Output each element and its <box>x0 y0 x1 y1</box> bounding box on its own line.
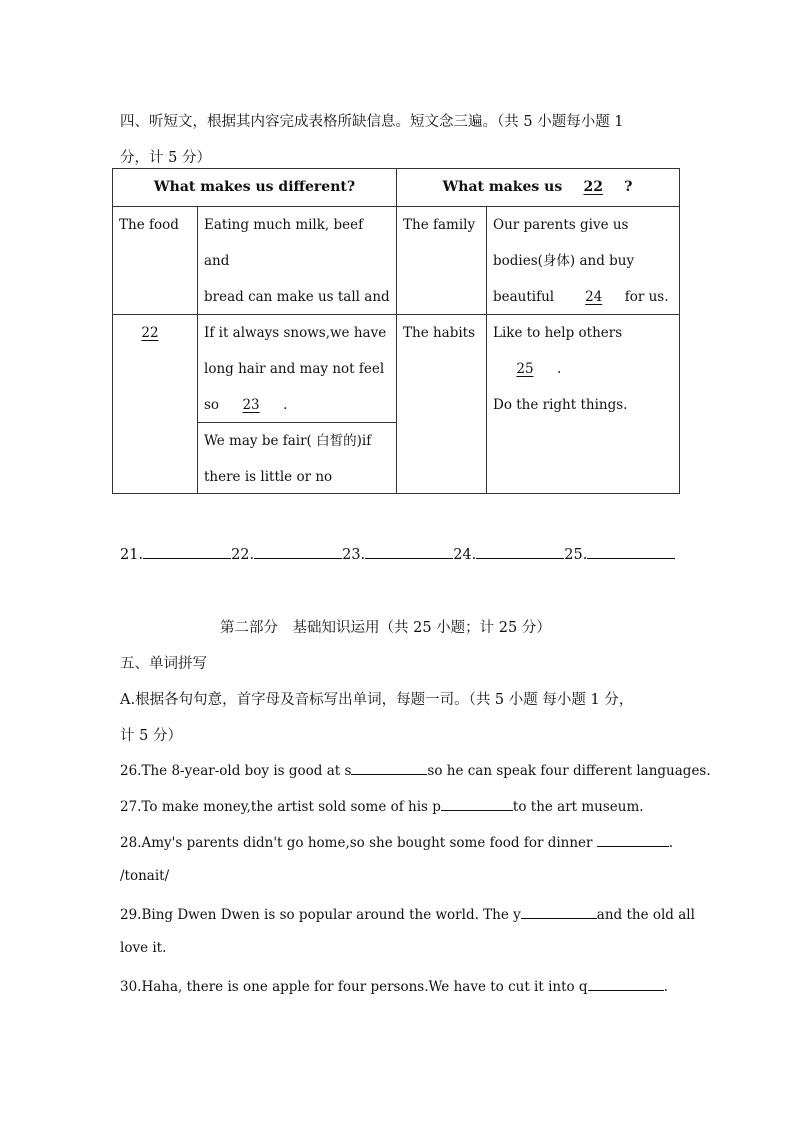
text-food-line2: bread can make us tall and <box>204 289 390 305</box>
text-habits-line2-suffix: . <box>557 361 562 377</box>
q30-suffix: . <box>663 979 668 995</box>
text-habits-line2 <box>493 351 673 387</box>
text-family-line1: Our parents give us <box>493 217 629 233</box>
text-food <box>198 207 396 314</box>
header-right-prefix: What makes us <box>442 179 563 195</box>
header-what-makes-us <box>396 169 679 206</box>
label-food: The food <box>119 217 179 233</box>
text-weather-a <box>198 315 396 422</box>
q28-prefix: 28.Amy's parents didn't go home,so she bought some food for dinner <box>120 835 593 851</box>
label-family: The family <box>403 217 476 233</box>
answer-25-field[interactable] <box>587 544 675 559</box>
text-weather-b-line2: there is little or no <box>204 469 333 485</box>
text-weather-b-line1: We may be fair( 白皙的)if <box>204 433 372 449</box>
q28-phonetic: /tonait/ <box>120 868 170 884</box>
q29-prefix: 29.Bing Dwen Dwen is so popular around the world. The y <box>120 907 521 923</box>
part2-title: 第二部分 基础知识运用（共 25 小题；计 25 分） <box>220 620 551 636</box>
q26-suffix: so he can speak four different languages. <box>427 763 711 779</box>
text-family-line3-suffix: for us. <box>624 289 669 305</box>
answer-22-label: 22. <box>231 547 255 563</box>
header-different: What makes us different? <box>153 179 356 195</box>
q29-suffix: and the old all <box>596 907 695 923</box>
text-family-line3 <box>493 279 673 314</box>
question-28 <box>120 832 673 851</box>
question-29 <box>120 904 695 923</box>
answer-blanks <box>120 544 675 563</box>
answer-23-field[interactable] <box>365 544 453 559</box>
header-right-suffix: ? <box>624 179 633 195</box>
text-weather-a-line3 <box>204 387 390 422</box>
section4-heading-line1: 四、听短文，根据其内容完成表格所缺信息。短文念三遍。（共 5 小题每小题 1 <box>120 114 624 130</box>
header-right-blank: 22 <box>583 179 603 195</box>
q30-blank[interactable] <box>588 976 664 991</box>
label-blank-22 <box>113 315 197 493</box>
answer-21-field[interactable] <box>143 544 231 559</box>
question-30 <box>120 976 668 995</box>
text-family-line2: bodies(身体) and buy <box>493 253 635 269</box>
text-habits-line3: Do the right things. <box>493 397 628 413</box>
q27-suffix: to the art museum. <box>512 799 644 815</box>
text-weather-b <box>198 423 396 493</box>
answer-22-field[interactable] <box>254 544 342 559</box>
question-27 <box>120 796 644 815</box>
text-weather-a-line3-prefix: so <box>204 397 220 413</box>
text-weather-a-line1: If it always snows,we have <box>204 325 387 341</box>
q28-blank[interactable] <box>597 832 669 847</box>
answer-23-label: 23. <box>342 547 366 563</box>
text-habits <box>487 315 679 493</box>
answer-21-label: 21. <box>120 547 144 563</box>
q26-blank[interactable] <box>351 760 427 775</box>
text-weather-a-line2: long hair and may not feel <box>204 361 385 377</box>
section5-heading: 五、单词拼写 <box>120 656 207 672</box>
section5-instruction-line2: 计 5 分） <box>120 728 182 744</box>
answer-25-label: 25. <box>564 547 588 563</box>
section5-instruction-line1: A.根据各句句意，首字母及音标写出单词，每题一司。（共 5 小题 每小题 1 分， <box>120 692 634 708</box>
text-family-line3-prefix: beautiful <box>493 289 555 305</box>
blank-22-row: 22 <box>141 325 159 341</box>
listening-table <box>112 168 680 494</box>
q29-line2: love it. <box>120 940 167 956</box>
q27-blank[interactable] <box>441 796 513 811</box>
question-26 <box>120 760 711 779</box>
blank-23: 23 <box>242 397 260 413</box>
text-food-line1: Eating much milk, beef and <box>204 217 364 269</box>
q29-blank[interactable] <box>521 904 597 919</box>
text-habits-line1: Like to help others <box>493 325 623 341</box>
blank-25: 25 <box>516 361 534 377</box>
label-habits: The habits <box>403 325 476 341</box>
q30-prefix: 30.Haha, there is one apple for four persons.We have to cut it into q <box>120 979 588 995</box>
q26-prefix: 26.The 8-year-old boy is good at s <box>120 763 352 779</box>
blank-24: 24 <box>585 289 603 305</box>
answer-24-label: 24. <box>453 547 477 563</box>
section4-heading-line2: 分，计 5 分） <box>120 150 211 166</box>
q28-suffix: . <box>668 835 674 851</box>
text-weather-a-line3-suffix: . <box>283 397 288 413</box>
q27-prefix: 27.To make money,the artist sold some of his p <box>120 799 441 815</box>
answer-24-field[interactable] <box>476 544 564 559</box>
text-family <box>487 207 679 314</box>
